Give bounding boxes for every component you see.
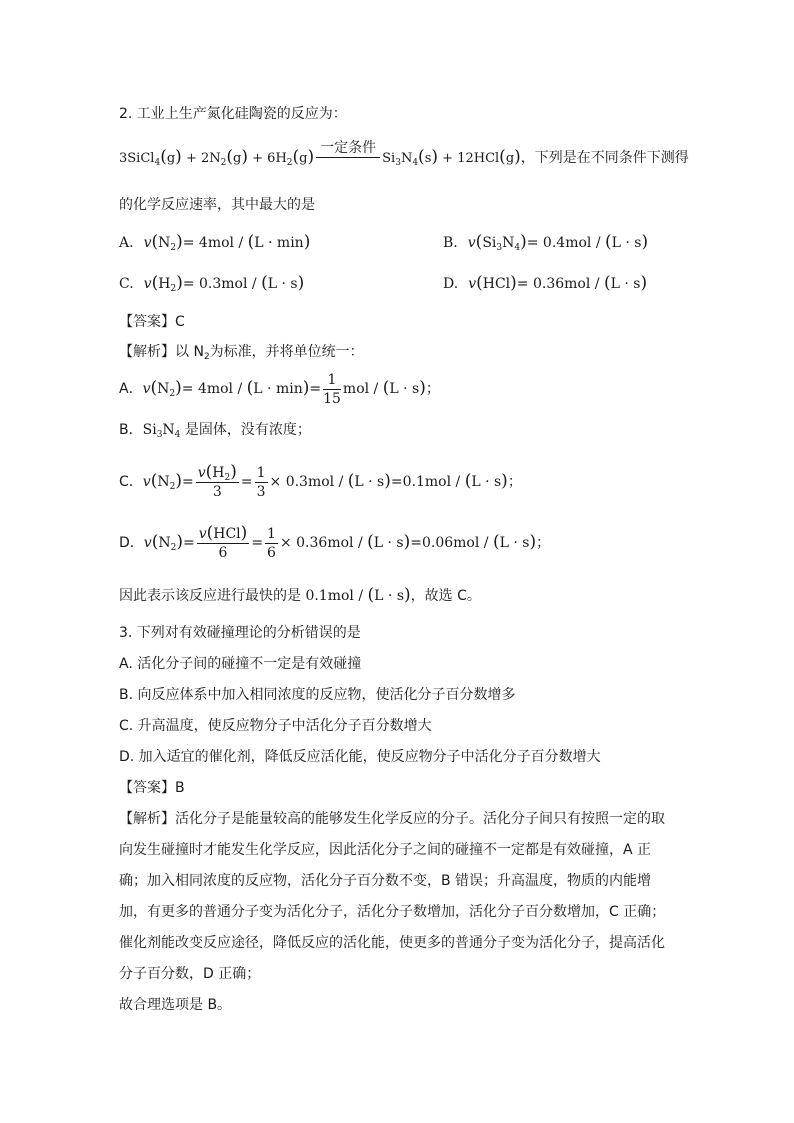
analysis-q3-line: 向发生碰撞时才能发生化学反应，因此活化分子之间的碰撞不一定都是有效碰撞，A 正 (119, 842, 652, 858)
analysis-line-a: A．$v(N_2)= 4mol / (L \cdot \min)=$ $\frac{1}{15}$ mol / (L · s)； (119, 371, 440, 407)
analysis-q3-line: 加，有更多的普通分子变为活化分子，活化分子数增加，活化分子百分数增加，C 正确； (119, 904, 666, 920)
analysis-line-b: B．$Si_3N_4$ 是固体，没有浓度； (119, 422, 311, 440)
analysis-conclusion: 因此表示该反应进行最快的是 0.1mol / (L · s)，故选 C。 (119, 585, 481, 605)
option-d: D. v(HCl)= 0.36mol / (L · s) (443, 273, 648, 293)
reaction-equation: 3SiCl$_4$(g) + $2N_2(g) + 6H_2(g)$ 一定条件 $Si_3N_4(s) + 12HCl(g)$，下列是在不同条件下测得 (119, 140, 689, 168)
q3-option-c: C. 升高温度，使反应物分子中活化分子百分数增大 (119, 718, 432, 734)
option-b: B. $v(Si_3N_4)= 0.4mol / (L \cdot s)$ (443, 232, 649, 253)
analysis-q3-line: 确；加入相同浓度的反应物，活化分子百分数不变，B 错误；升高温度，物质的内能增 (119, 873, 652, 889)
option-c: C. $v(H_2)= 0.3mol / (L \cdot s)$ (119, 273, 305, 294)
analysis-q2-head: 【解析】以 $N_2$为标准，并将单位统一： (119, 344, 364, 362)
analysis-line-c: C．$v(N_2)=$ $\frac{v(H_2)}{3}$ = $\frac{1}{3}$ × 0.3mol / (L · s)=0.1mol / (L · s)； (119, 462, 522, 500)
analysis-line-d: D．$v(N_2)=$ $\frac{\text{v(HCl)}}{6}$ = $\frac{1}{6}$ × 0.36mol / (L · s)=0.06mol / (L · s)； (119, 523, 551, 561)
answer-q3: 【答案】B (119, 780, 185, 796)
reaction-condition: 一定条件 (316, 139, 380, 164)
analysis-q3-line: 【解析】活化分子是能量较高的能够发生化学反应的分子。活化分子间只有按照一定的取 (119, 811, 665, 827)
analysis-q3-conclusion: 故合理选项是 B。 (119, 997, 232, 1013)
question-2-title: 2. 工业上生产氮化硅陶瓷的反应为： (119, 106, 347, 122)
analysis-q3-line: 催化剂能改变反应途径，降低反应的活化能，使更多的普通分子变为活化分子，提高活化 (119, 935, 665, 951)
question-2-stem-cont: 的化学反应速率，其中最大的是 (119, 197, 315, 213)
analysis-q3-line: 分子百分数，D 正确； (119, 966, 261, 982)
answer-q2: 【答案】C (119, 314, 185, 330)
question-3-title: 3. 下列对有效碰撞理论的分析错误的是 (119, 625, 361, 641)
q3-option-b: B. 向反应体系中加入相同浓度的反应物，使活化分子百分数增多 (119, 687, 516, 703)
option-a: A. $v(N_2)= 4mol / (L \cdot \min)$ (119, 232, 311, 253)
q3-option-d: D. 加入适宜的催化剂，降低反应活化能，使反应物分子中活化分子百分数增大 (119, 749, 601, 765)
q3-option-a: A. 活化分子间的碰撞不一定是有效碰撞 (119, 656, 362, 672)
